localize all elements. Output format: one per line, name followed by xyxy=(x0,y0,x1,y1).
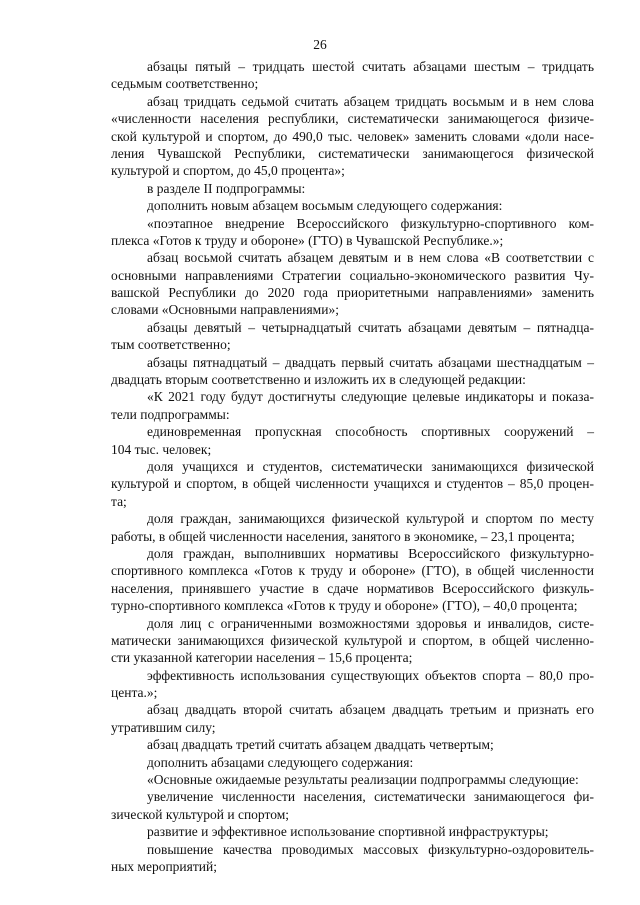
paragraph xyxy=(111,458,594,510)
paragraph xyxy=(111,615,594,667)
text-line: работы, в общей численности населения, занятого в экономике, – 23,1 процента; xyxy=(111,528,575,544)
text-line: плекса «Готов к труду и обороне» (ГТО) в Чувашской Республике.»; xyxy=(111,232,504,248)
paragraph xyxy=(111,701,594,736)
text-line: повышение качества проводимых массовых физкультурно-оздоровитель- xyxy=(147,841,594,857)
paragraph xyxy=(111,788,594,823)
paragraph xyxy=(111,58,594,93)
paragraph xyxy=(111,823,594,840)
text-line: седьмым соответственно; xyxy=(111,76,259,92)
text-line: доля граждан, выполнивших нормативы Всероссийского физкультурно- xyxy=(147,545,594,561)
paragraph xyxy=(111,197,594,214)
text-line: турно-спортивного комплекса «Готов к труду и обороне» (ГТО), – 40,0 процента; xyxy=(111,598,578,614)
paragraph xyxy=(111,736,594,753)
document-body xyxy=(111,58,594,875)
paragraph xyxy=(111,93,594,180)
text-line: ления Чувашской Республики, систематически занимающегося физической xyxy=(111,145,594,161)
paragraph xyxy=(111,249,594,319)
text-line: та; xyxy=(111,493,127,509)
text-line: абзацы пятый – тридцать шестой считать абзацами шестым – тридцать xyxy=(147,59,594,74)
text-line: зической культурой и спортом; xyxy=(111,806,290,822)
text-line: доля учащихся и студентов, систематически занимающихся физической xyxy=(147,458,594,474)
text-line: развитие и эффективное использование спортивной инфраструктуры; xyxy=(147,824,549,840)
paragraph xyxy=(111,180,594,197)
text-line: 104 тыс. человек; xyxy=(111,441,212,457)
text-line: абзацы девятый – четырнадцатый считать абзацами девятым – пятнадца- xyxy=(147,319,594,335)
paragraph xyxy=(111,354,594,389)
text-line: сти указанной категории населения – 15,6 процента; xyxy=(111,650,413,666)
text-line: «Основные ожидаемые результаты реализации подпрограммы следующие: xyxy=(147,772,579,788)
paragraph xyxy=(111,319,594,354)
paragraph xyxy=(111,771,594,788)
text-line: утратившим силу; xyxy=(111,719,216,735)
text-line: спортивного комплекса «Готов к труду и обороне» (ГТО), в общей численности xyxy=(111,563,594,579)
text-line: абзац двадцать третий считать абзацем двадцать четвертым; xyxy=(147,737,494,753)
text-line: доля граждан, занимающихся физической культурой и спортом по месту xyxy=(147,511,594,527)
paragraph xyxy=(111,841,594,876)
text-line: ных мероприятий; xyxy=(111,858,217,874)
paragraph xyxy=(111,545,594,615)
text-line: населения, принявшего участие в сдаче нормативов Всероссийского физкуль- xyxy=(111,580,594,596)
text-line: доля лиц с ограниченными возможностями здоровья и инвалидов, систе- xyxy=(147,615,594,631)
text-line: основными направлениями Стратегии социально-экономического развития Чу- xyxy=(111,267,594,283)
text-line: цента.»; xyxy=(111,685,158,701)
text-line: абзац восьмой считать абзацем девятым и в нем слова «В соответствии с xyxy=(147,250,594,266)
text-line: в разделе II подпрограммы: xyxy=(147,180,306,196)
text-line: увеличение численности населения, систематически занимающегося фи- xyxy=(147,789,594,805)
text-line: культурой и спортом, в общей численности учащихся и студентов – 85,0 процен- xyxy=(111,476,594,492)
text-line: тели подпрограммы: xyxy=(111,406,230,422)
text-line: культурой и спортом, до 45,0 процента»; xyxy=(111,163,345,179)
paragraph xyxy=(111,754,594,771)
paragraph xyxy=(111,510,594,545)
paragraph xyxy=(111,423,594,458)
text-line: эффективность использования существующих объектов спорта – 80,0 про- xyxy=(147,667,594,683)
text-line: «поэтапное внедрение Всероссийского физкультурно-спортивного ком- xyxy=(147,215,594,231)
text-line: абзацы пятнадцатый – двадцать первый считать абзацами шестнадцатым – xyxy=(147,354,594,370)
text-line: ской культурой и спортом, до 490,0 тыс. человек» заменить словами «доли насе- xyxy=(111,128,594,144)
paragraph xyxy=(111,215,594,250)
paragraph xyxy=(111,388,594,423)
text-line: вашской Республики до 2020 года приоритетными направлениями» заменить xyxy=(111,285,594,301)
text-line: «численности населения республики, систематически занимающегося физиче- xyxy=(111,111,594,127)
text-line: двадцать вторым соответственно и изложить их в следующей редакции: xyxy=(111,372,526,388)
text-line: словами «Основными направлениями»; xyxy=(111,302,339,318)
text-line: дополнить новым абзацем восьмым следующего содержания: xyxy=(147,198,503,214)
text-line: «К 2021 году будут достигнуты следующие целевые индикаторы и показа- xyxy=(147,389,594,405)
text-line: тым соответственно; xyxy=(111,337,231,353)
paragraph xyxy=(111,667,594,702)
text-line: абзац двадцать второй считать абзацем двадцать третьим и признать его xyxy=(147,702,594,718)
text-line: абзац тридцать седьмой считать абзацем тридцать восьмым и в нем слова xyxy=(147,93,594,109)
text-line: дополнить абзацами следующего содержания: xyxy=(147,754,414,770)
text-line: единовременная пропускная способность спортивных сооружений – xyxy=(147,424,594,440)
page-number: 26 xyxy=(313,37,327,52)
text-line: матически занимающихся физической культурой и спортом, в общей численно- xyxy=(111,632,594,648)
